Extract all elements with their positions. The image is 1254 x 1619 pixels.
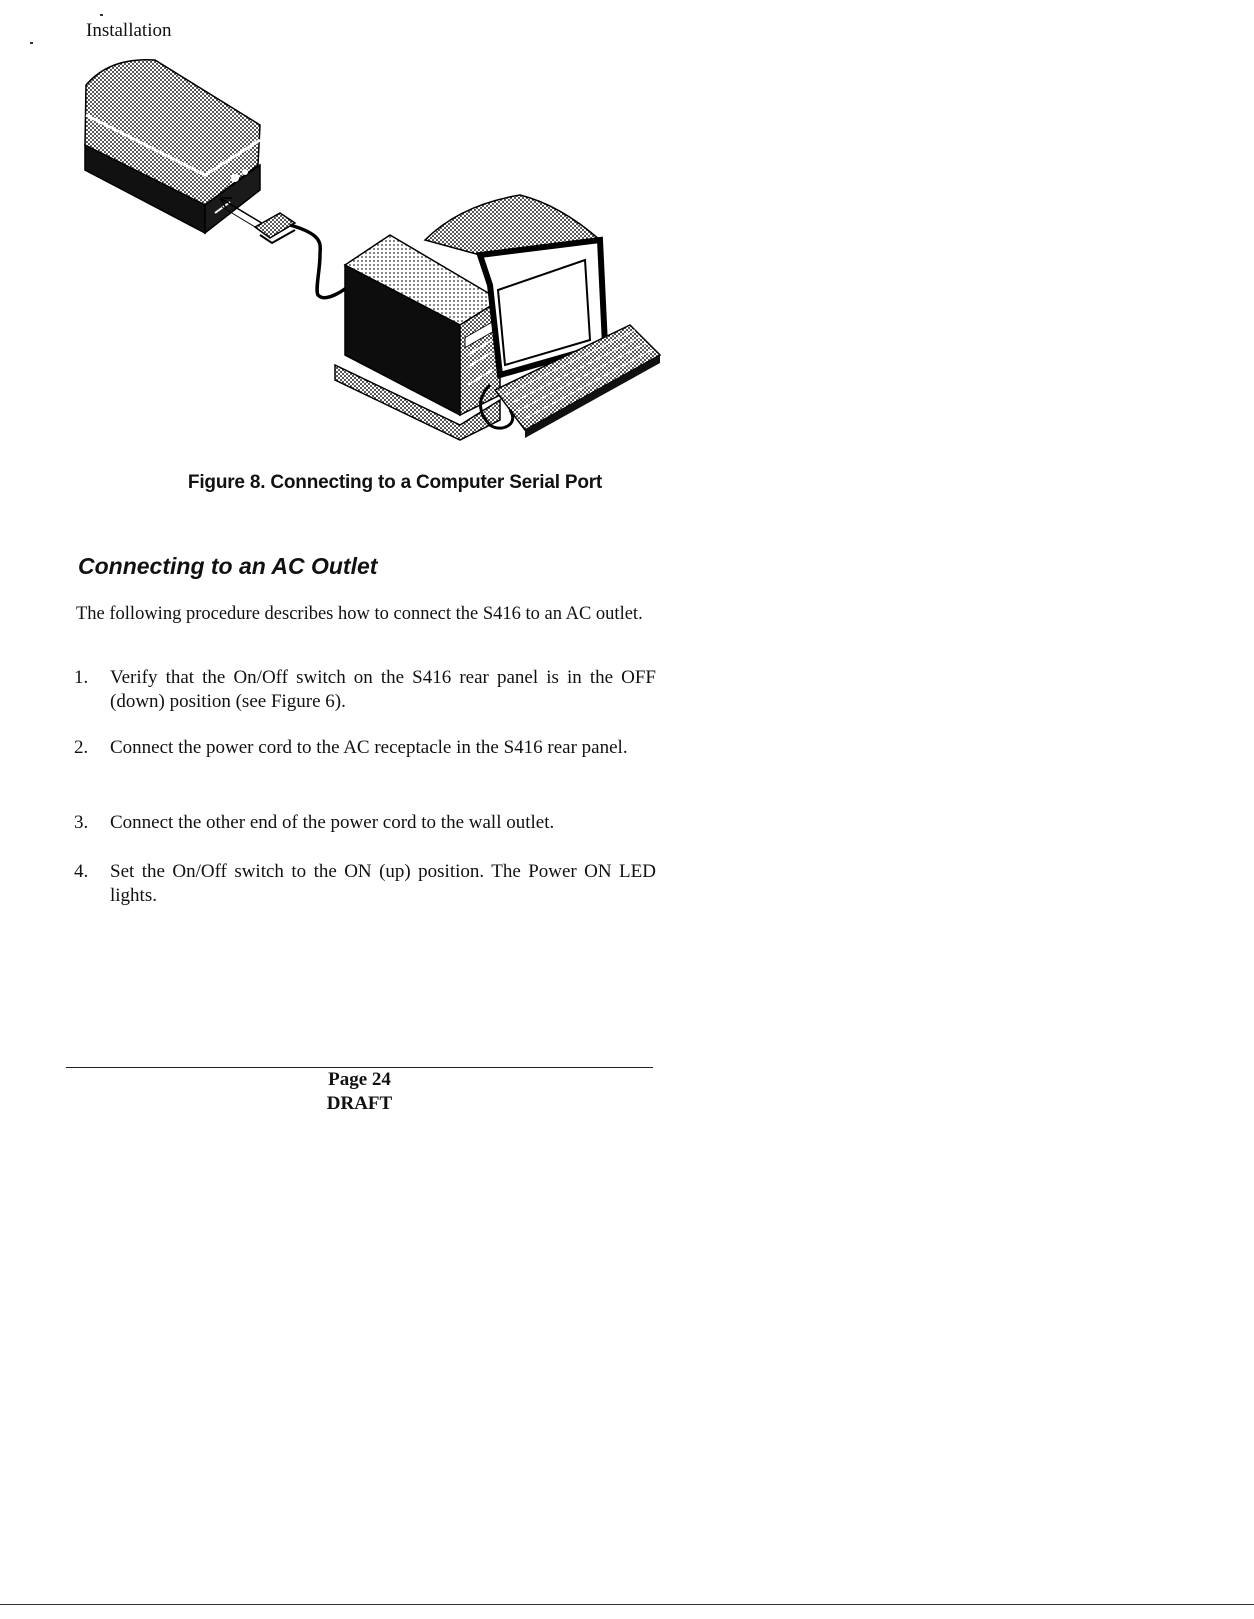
step-number: 4. [74,861,89,882]
draft-label: DRAFT [326,1093,393,1114]
procedure-step [74,666,656,714]
intro-paragraph: The following procedure describes how to connect the S416 to an AC outlet. [76,604,643,624]
scan-speck [30,42,33,44]
procedure-step [74,811,656,835]
step-text: Connect the other end of the power cord to the wall outlet. [110,812,555,833]
step-number: 3. [74,812,89,833]
section-heading: Connecting to an AC Outlet [78,553,378,579]
step-number: 2. [74,737,89,758]
page-footer [66,1068,653,1116]
step-text: Set the On/Off switch to the ON (up) position. The Power ON LED lights. [110,861,656,906]
step-number: 1. [74,667,89,688]
serial-connector-drawing [255,213,295,243]
procedure-step [74,860,656,908]
procedure-step [74,736,656,760]
page-number: Page 24 [328,1069,391,1090]
scan-speck [100,14,103,16]
step-text: Connect the power cord to the AC receptacle in the S416 rear panel. [110,737,628,758]
running-header: Installation [86,20,172,41]
figure-caption: Figure 8. Connecting to a Computer Serial Port [187,472,603,493]
step-text: Verify that the On/Off switch on the S416 rear panel is in the OFF (down) position (see Figure 6). [110,667,656,712]
scan-bottom-edge [0,1604,1254,1605]
computer-tower-drawing [335,235,500,440]
figure-illustration [80,55,680,445]
